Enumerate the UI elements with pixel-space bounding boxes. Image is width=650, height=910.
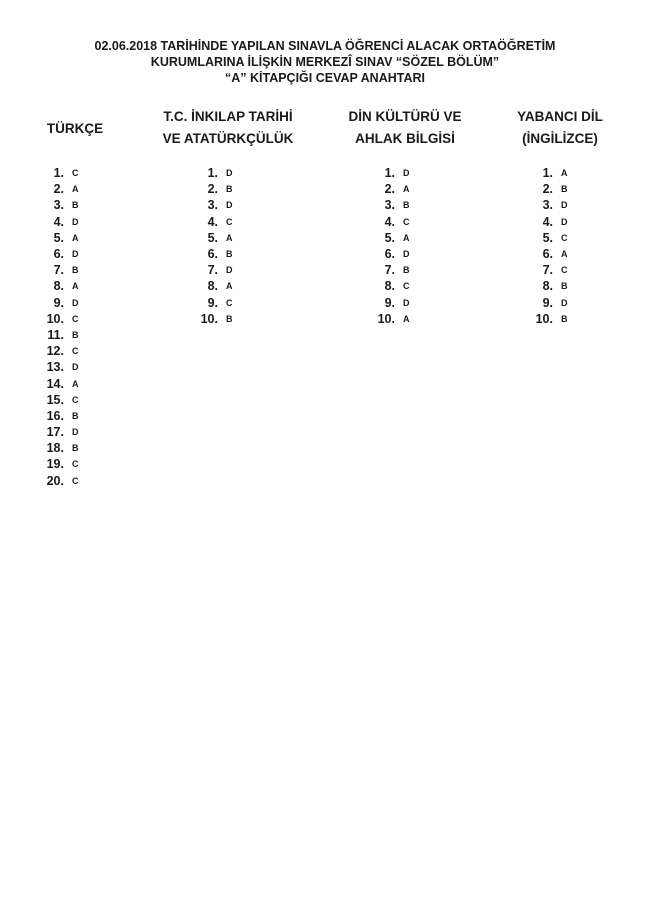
answer-row	[36, 375, 79, 391]
answer-letter: A	[561, 168, 568, 179]
answer-row	[36, 440, 79, 456]
answer-letter: D	[403, 168, 410, 179]
question-number: 6.	[207, 247, 218, 262]
answer-letter: C	[72, 168, 79, 179]
answer-letter: C	[403, 216, 410, 227]
answer-row	[367, 311, 410, 327]
answer-row	[525, 295, 568, 311]
answer-row	[525, 197, 568, 213]
question-number: 8.	[542, 279, 553, 294]
answer-row	[367, 165, 410, 181]
question-number: 15.	[46, 392, 64, 407]
answer-letter: D	[72, 362, 79, 373]
answer-row	[367, 197, 410, 213]
answer-row	[190, 181, 233, 197]
answer-row	[36, 311, 79, 327]
answer-letter: A	[72, 378, 79, 389]
question-number: 10.	[200, 311, 218, 326]
answers-inkilap-tarihi	[190, 165, 233, 327]
question-number: 9.	[542, 295, 553, 310]
question-number: 6.	[542, 247, 553, 262]
answer-letter: B	[226, 313, 233, 324]
answer-letter: A	[403, 184, 410, 195]
answer-row	[367, 295, 410, 311]
heading-line: (İNGİLİZCE)	[522, 131, 598, 146]
answer-row	[36, 359, 79, 375]
question-number: 9.	[207, 295, 218, 310]
heading-line: DİN KÜLTÜRÜ VE	[348, 109, 462, 124]
answer-row	[190, 197, 233, 213]
heading-line: YABANCI DİL	[517, 109, 603, 124]
answer-letter: A	[72, 232, 79, 243]
answer-letter: D	[403, 249, 410, 260]
answer-row	[36, 181, 79, 197]
answer-row	[36, 456, 79, 472]
answer-letter: D	[226, 168, 233, 179]
question-number: 1.	[53, 166, 64, 181]
answer-letter: B	[403, 265, 410, 276]
answer-letter: B	[561, 184, 568, 195]
question-number: 2.	[542, 182, 553, 197]
answer-letter: D	[561, 200, 568, 211]
question-number: 5.	[542, 230, 553, 245]
question-number: 3.	[53, 198, 64, 213]
answer-row	[367, 278, 410, 294]
question-number: 4.	[207, 214, 218, 229]
question-number: 7.	[384, 263, 395, 278]
answer-letter: C	[226, 216, 233, 227]
question-number: 20.	[46, 473, 64, 488]
question-number: 4.	[53, 214, 64, 229]
answer-row	[190, 165, 233, 181]
answer-row	[36, 278, 79, 294]
answer-letter: A	[226, 232, 233, 243]
question-number: 5.	[384, 230, 395, 245]
answer-letter: B	[72, 410, 79, 421]
answer-row	[36, 197, 79, 213]
question-number: 6.	[53, 247, 64, 262]
question-number: 8.	[384, 279, 395, 294]
answer-letter: B	[561, 313, 568, 324]
answer-row	[525, 246, 568, 262]
answer-letter: C	[226, 297, 233, 308]
question-number: 2.	[207, 182, 218, 197]
answer-row	[367, 214, 410, 230]
question-number: 2.	[53, 182, 64, 197]
answers-din-kulturu	[367, 165, 410, 327]
question-number: 13.	[46, 360, 64, 375]
answer-row	[36, 214, 79, 230]
answer-row	[525, 214, 568, 230]
question-number: 7.	[53, 263, 64, 278]
answer-row	[525, 311, 568, 327]
answer-letter: A	[72, 184, 79, 195]
answer-letter: A	[72, 281, 79, 292]
answer-letter: B	[226, 249, 233, 260]
answer-letter: C	[72, 459, 79, 470]
question-number: 1.	[384, 166, 395, 181]
heading-yabanci-dil	[505, 106, 615, 150]
answer-letter: D	[72, 427, 79, 438]
answer-letter: A	[561, 249, 568, 260]
heading-line: T.C. İNKILAP TARİHİ	[163, 109, 293, 124]
heading-line: AHLAK BİLGİSİ	[355, 131, 455, 146]
answer-row	[525, 165, 568, 181]
answer-letter: D	[72, 297, 79, 308]
question-number: 4.	[542, 214, 553, 229]
question-number: 5.	[53, 230, 64, 245]
answer-row	[525, 181, 568, 197]
answer-row	[190, 295, 233, 311]
answer-letter: B	[226, 184, 233, 195]
question-number: 8.	[53, 279, 64, 294]
answer-letter: C	[403, 281, 410, 292]
answer-letter: B	[561, 281, 568, 292]
answer-letter: B	[72, 329, 79, 340]
answer-row	[190, 278, 233, 294]
answer-letter: B	[72, 443, 79, 454]
answer-row	[36, 246, 79, 262]
answer-row	[36, 343, 79, 359]
title-line-1: 02.06.2018 TARİHİNDE YAPILAN SINAVLA ÖĞRENCİ ALACAK ORTAÖĞRETİM	[94, 39, 556, 53]
answer-letter: C	[72, 475, 79, 486]
answer-row	[190, 311, 233, 327]
answer-letter: C	[561, 232, 568, 243]
answer-row	[367, 181, 410, 197]
question-number: 8.	[207, 279, 218, 294]
heading-din-kulturu	[335, 106, 475, 150]
question-number: 18.	[46, 441, 64, 456]
question-number: 3.	[384, 198, 395, 213]
answer-letter: D	[72, 249, 79, 260]
answer-letter: D	[226, 265, 233, 276]
answer-letter: C	[72, 394, 79, 405]
answer-row	[36, 327, 79, 343]
question-number: 16.	[46, 408, 64, 423]
answer-row	[190, 214, 233, 230]
question-number: 10.	[377, 311, 395, 326]
answer-row	[525, 230, 568, 246]
heading-line: VE ATATÜRKÇÜLÜK	[162, 131, 294, 146]
answers-turkce	[36, 165, 79, 489]
question-number: 3.	[542, 198, 553, 213]
answer-letter: B	[403, 200, 410, 211]
answer-row	[36, 165, 79, 181]
answer-letter: A	[403, 232, 410, 243]
answer-row	[36, 262, 79, 278]
title-line-3: “A” KİTAPÇIĞI CEVAP ANAHTARI	[224, 71, 425, 85]
heading-inkilap-tarihi	[148, 106, 308, 150]
question-number: 1.	[542, 166, 553, 181]
answers-yabanci-dil	[525, 165, 568, 327]
heading-turkce	[40, 118, 110, 140]
answer-row	[525, 262, 568, 278]
answer-row	[36, 473, 79, 489]
question-number: 19.	[46, 457, 64, 472]
answer-row	[367, 230, 410, 246]
question-number: 2.	[384, 182, 395, 197]
answer-row	[36, 392, 79, 408]
question-number: 12.	[46, 344, 64, 359]
document-title	[0, 38, 650, 86]
answer-letter: B	[72, 265, 79, 276]
question-number: 9.	[384, 295, 395, 310]
question-number: 6.	[384, 247, 395, 262]
question-number: 7.	[542, 263, 553, 278]
answer-letter: D	[561, 216, 568, 227]
answer-letter: C	[561, 265, 568, 276]
answer-letter: D	[403, 297, 410, 308]
question-number: 9.	[53, 295, 64, 310]
answer-letter: A	[226, 281, 233, 292]
answer-letter: C	[72, 346, 79, 357]
answer-row	[190, 262, 233, 278]
answer-letter: A	[403, 313, 410, 324]
answer-letter: C	[72, 313, 79, 324]
answer-row	[36, 295, 79, 311]
answer-letter: D	[226, 200, 233, 211]
answer-row	[36, 424, 79, 440]
question-number: 7.	[207, 263, 218, 278]
answer-row	[525, 278, 568, 294]
answer-letter: D	[72, 216, 79, 227]
question-number: 10.	[535, 311, 553, 326]
question-number: 17.	[46, 425, 64, 440]
answer-row	[36, 230, 79, 246]
question-number: 11.	[47, 327, 64, 342]
answer-row	[36, 408, 79, 424]
question-number: 1.	[207, 166, 218, 181]
answer-row	[367, 246, 410, 262]
answer-letter: D	[561, 297, 568, 308]
answer-row	[367, 262, 410, 278]
question-number: 3.	[207, 198, 218, 213]
title-line-2: KURUMLARINA İLİŞKİN MERKEZÎ SINAV “SÖZEL BÖLÜM”	[150, 55, 500, 69]
answer-row	[190, 230, 233, 246]
question-number: 5.	[207, 230, 218, 245]
question-number: 14.	[46, 376, 64, 391]
answer-letter: B	[72, 200, 79, 211]
heading-line: TÜRKÇE	[46, 121, 104, 136]
question-number: 10.	[46, 311, 64, 326]
question-number: 4.	[384, 214, 395, 229]
answer-row	[190, 246, 233, 262]
